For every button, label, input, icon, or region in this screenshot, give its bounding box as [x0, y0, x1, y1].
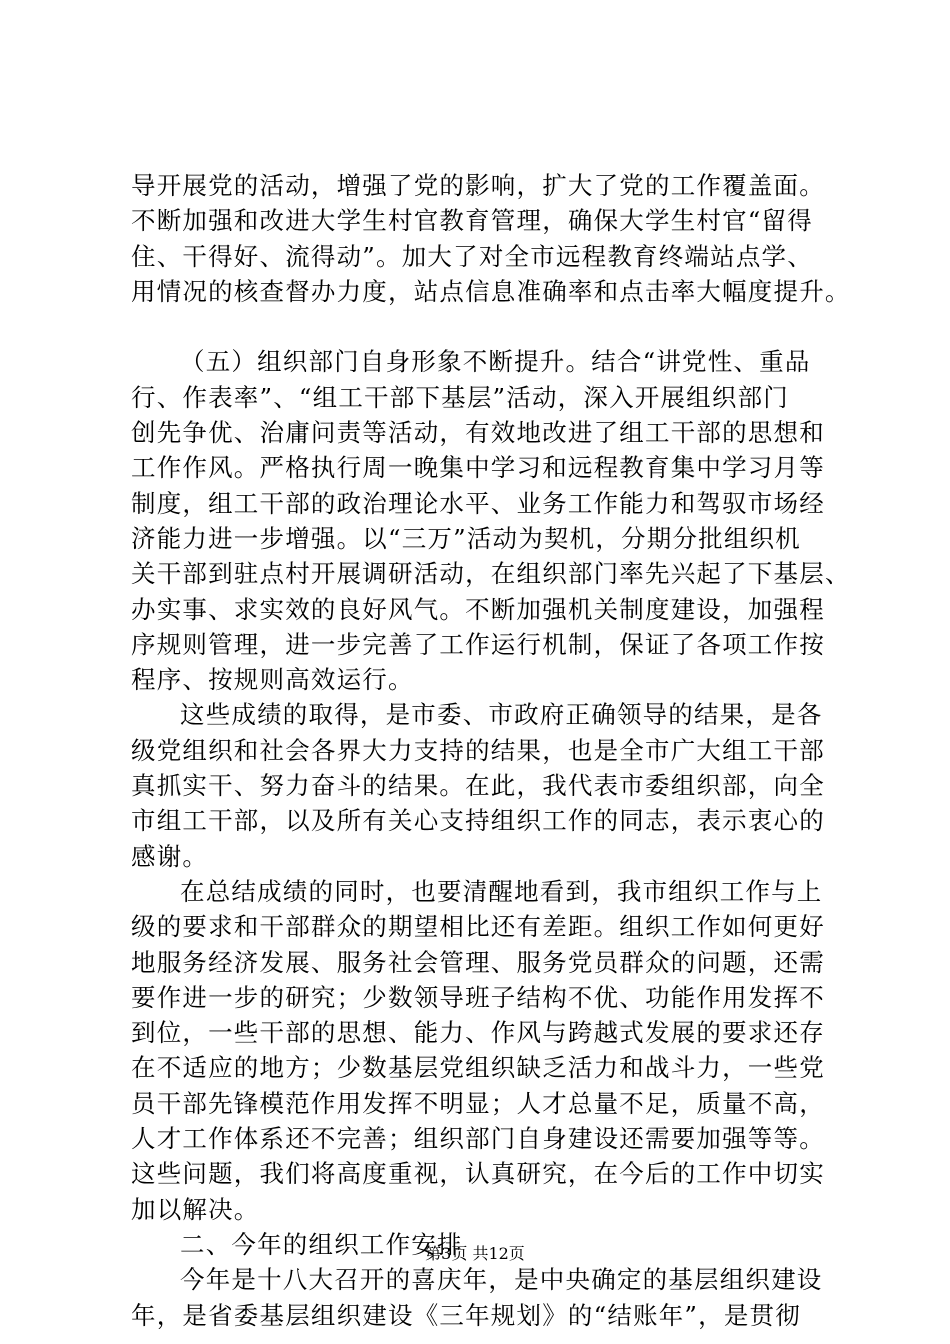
text-line: 济能力进一步增强。以“三万”活动为契机，分期分批组织机: [131, 523, 801, 553]
text-line: 创先争优、治庸问责等活动，有效地改进了组工干部的思想和: [131, 418, 825, 448]
paragraph-start-line: 今年是十八大召开的喜庆年，是中央确定的基层组织建设: [180, 1265, 823, 1295]
text-line: 在不适应的地方；少数基层党组织缺乏活力和战斗力，一些党: [131, 1053, 825, 1083]
text-line: 行、作表率”、“组工干部下基层”活动，深入开展组织部门: [131, 382, 789, 412]
text-line: 感谢。: [131, 841, 209, 871]
text-line: 级党组织和社会各界大力支持的结果，也是全市广大组工干部: [131, 735, 825, 765]
text-line: 真抓实干、努力奋斗的结果。在此，我代表市委组织部，向全: [131, 771, 825, 801]
text-line: 工作作风。严格执行周一晚集中学习和远程教育集中学习月等: [131, 453, 825, 483]
text-line: 办实事、求实效的良好风气。不断加强机关制度建设，加强程: [131, 594, 825, 624]
text-line: 年，是省委基层组织建设《三年规划》的“结账年”，是贯彻: [131, 1300, 801, 1330]
text-line: 员干部先锋模范作用发挥不明显；人才总量不足，质量不高，: [131, 1088, 825, 1118]
text-line: 地服务经济发展、服务社会管理、服务党员群众的问题，还需: [131, 947, 825, 977]
text-line: 制度，组工干部的政治理论水平、业务工作能力和驾驭市场经: [131, 488, 825, 518]
paragraph-start-line: 在总结成绩的同时，也要清醒地看到，我市组织工作与上: [180, 876, 823, 906]
text-line: 要作进一步的研究；少数领导班子结构不优、功能作用发挥不: [131, 982, 825, 1012]
text-line: 这些问题，我们将高度重视，认真研究，在今后的工作中切实: [131, 1159, 825, 1189]
paragraph-start-line: 这些成绩的取得，是市委、市政府正确领导的结果，是各: [180, 700, 823, 730]
text-line: 用情况的核查督办力度，站点信息准确率和点击率大幅度提升。: [131, 276, 851, 306]
text-line: 到位，一些干部的思想、能力、作风与跨越式发展的要求还存: [131, 1018, 825, 1048]
text-line: 住、干得好、流得动”。加大了对全市远程教育终端站点学、: [131, 241, 813, 271]
section-heading-line: 二、今年的组织工作安排: [180, 1229, 463, 1259]
text-line: 不断加强和改进大学生村官教育管理，确保大学生村官“留得: [131, 206, 813, 236]
page-number-footer: 第3页 共12页: [425, 1244, 525, 1263]
text-line: 序规则管理，进一步完善了工作运行机制，保证了各项工作按: [131, 629, 825, 659]
text-line: 关干部到驻点村开展调研活动，在组织部门率先兴起了下基层、: [131, 559, 851, 589]
document-body: [131, 168, 851, 1333]
text-line: 市组工干部，以及所有关心支持组织工作的同志，表示衷心的: [131, 806, 825, 836]
text-line: 级的要求和干部群众的期望相比还有差距。组织工作如何更好: [131, 912, 825, 942]
text-line: 程序、按规则高效运行。: [131, 665, 414, 695]
text-line: 加以解决。: [131, 1194, 260, 1224]
paragraph-gap: [131, 309, 831, 344]
text-line: 导开展党的活动，增强了党的影响，扩大了党的工作覆盖面。: [131, 171, 825, 200]
text-line: 人才工作体系还不完善；组织部门自身建设还需要加强等等。: [131, 1124, 825, 1154]
section-heading-line: （五）组织部门自身形象不断提升。结合“讲党性、重品: [180, 347, 811, 377]
